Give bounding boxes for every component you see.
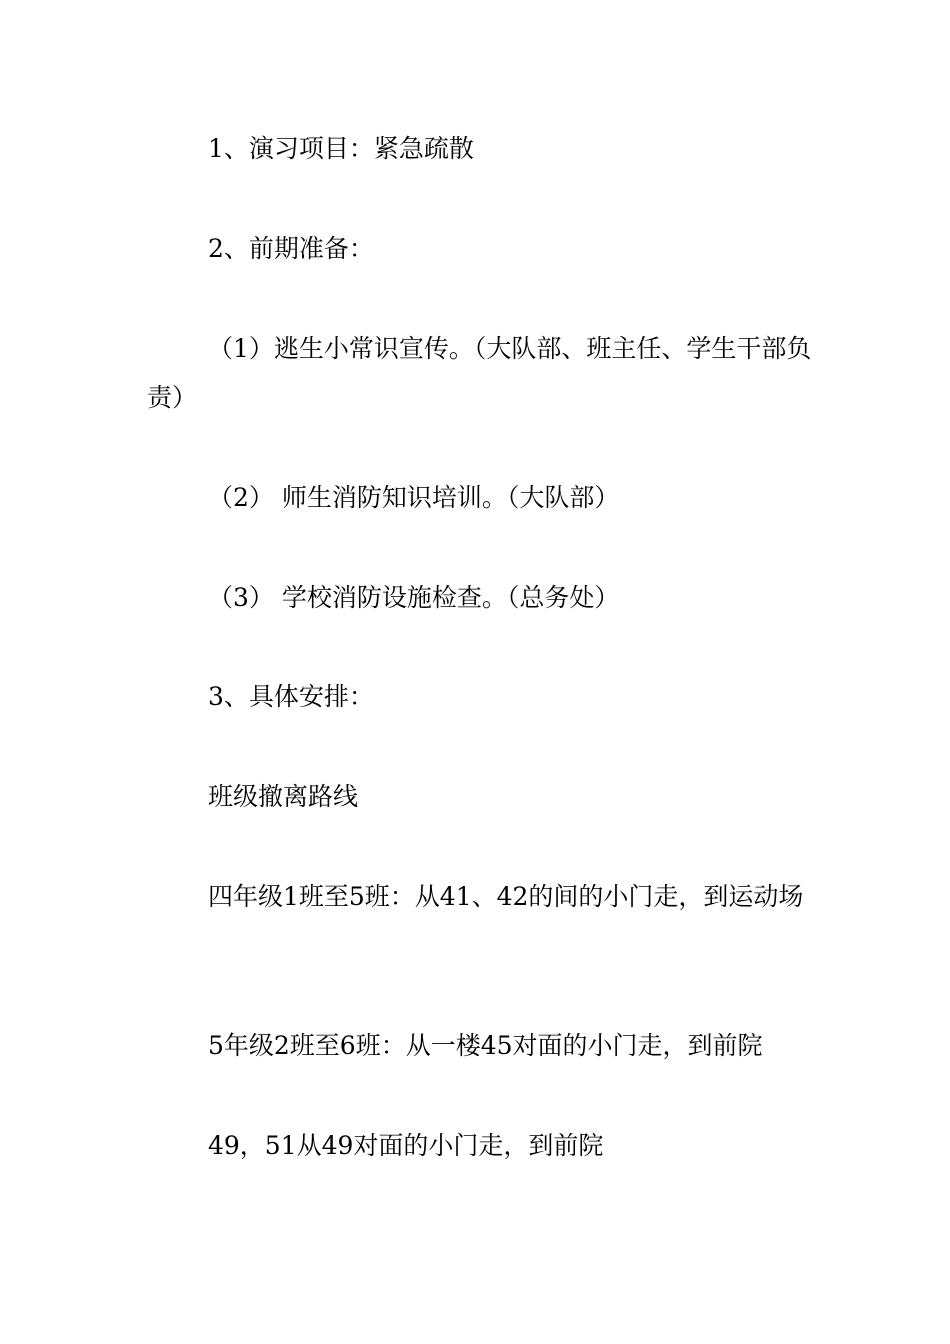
paragraph-drill-item: 1、演习项目：紧急疏散 bbox=[208, 134, 474, 163]
paragraph-route-grade5: 5年级2班至6班：从一楼45对面的小门走，到前院 bbox=[208, 1031, 763, 1060]
paragraph-preparation-2: （2） 师生消防知识培训。（大队部） bbox=[208, 483, 620, 512]
paragraph-arrangement-heading: 3、具体安排： bbox=[208, 682, 374, 711]
paragraph-preparation-3: （3） 学校消防设施检查。（总务处） bbox=[208, 583, 620, 612]
paragraph-route-grade4: 四年级1班至5班：从41、42的间的小门走，到运动场 bbox=[208, 882, 804, 911]
paragraph-route-49-51: 49，51从49对面的小门走，到前院 bbox=[208, 1131, 604, 1160]
paragraph-preparation-heading: 2、前期准备： bbox=[208, 234, 374, 263]
paragraph-evacuation-routes-title: 班级撤离路线 bbox=[208, 782, 359, 811]
paragraph-preparation-1: （1）逃生小常识宣传。（大队部、班主任、学生干部负责） bbox=[147, 334, 812, 412]
